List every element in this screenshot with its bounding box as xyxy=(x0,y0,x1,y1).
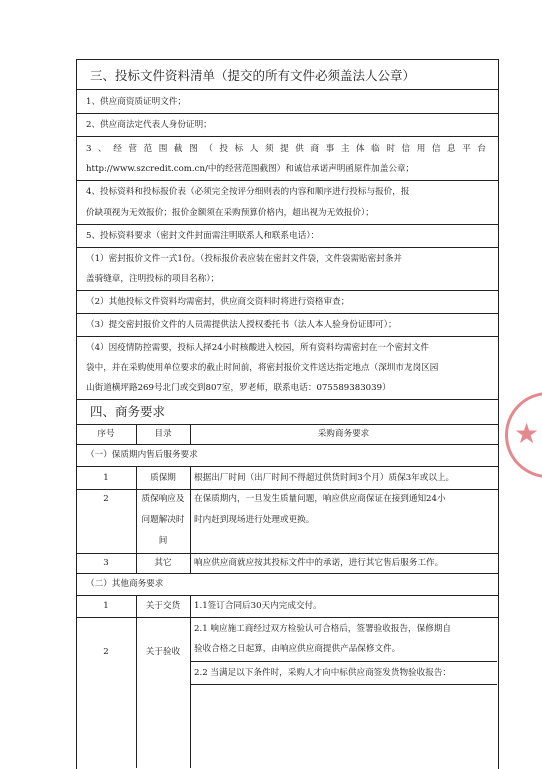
section4-title: 四、商务要求 xyxy=(90,404,166,419)
list-item: 3、经营范围截图（投标人须提供商事主体临时信用信息平台 xyxy=(86,144,486,154)
section3-title: 三、投标文件资料清单（提交的所有文件必须盖法人公章） xyxy=(90,68,416,83)
column-header: 目录 xyxy=(154,429,172,439)
table-cell-cat: 问题解决时 xyxy=(141,515,185,525)
list-item: （3）提交密封报价文件的人员需提供法人授权委托书（法人本人验身份证即可）； xyxy=(86,320,397,330)
column-header: 序号 xyxy=(97,429,115,439)
list-item: 1、供应商资质证明文件； xyxy=(86,97,186,107)
table-cell-cat: 质保响应及 xyxy=(141,494,185,504)
table-cell-cat: 质保期 xyxy=(150,473,176,483)
list-item: 山街道横坪路269号北门或交到807室，罗老师，联系电话：075589383039） xyxy=(86,383,391,393)
table-cell-req: 根据出厂时间（出厂时间不得超过供货时间3个月）质保3年或以上。 xyxy=(194,473,455,483)
list-item: （4）因疫情防控需要，投标人择24小时核酸进入校园，所有资料均需密封在一个密封文件 xyxy=(86,343,429,353)
table-cell-cat: 其它 xyxy=(154,558,172,568)
table-cell-req: 1.1签订合同后30天内完成交付。 xyxy=(194,601,322,611)
list-item: 5、投标资料要求（密封文件封面需注明联系人和联系电话）： xyxy=(86,231,320,241)
group-heading: （一）保质期内售后服务要求 xyxy=(86,450,198,460)
group-heading: （二）其他商务要求 xyxy=(86,579,164,589)
table-cell-no: 1 xyxy=(103,473,109,483)
list-item: 4、投标资料和投标报价表（必须完全按评分细则表的内容和顺序进行投标与报价，报 xyxy=(86,187,410,197)
table-cell-no: 3 xyxy=(103,558,109,568)
list-item: （1）密封报价文件一式1份。（投标报价表应装在密封文件袋，文件袋需贴密封条并 xyxy=(86,254,403,264)
table-cell-cat: 关于验收 xyxy=(145,647,181,657)
list-item: 2、供应商法定代表人身份证明； xyxy=(86,120,212,130)
list-item: 袋中，并在采购使用单位要求的截止时间前，将密封报价文件送达指定地点（深圳市龙岗区园 xyxy=(86,363,439,373)
table-cell-no: 2 xyxy=(103,494,109,504)
table-cell-req: 时内赶到现场进行处理或更换。 xyxy=(194,515,315,525)
list-item: （2）其他投标文件资料均需密封，供应商交资料时将进行资格审查； xyxy=(86,297,350,307)
column-header: 采购商务要求 xyxy=(317,429,370,439)
table-cell-req: 2.1 响应施工商经过双方检验认可合格后，签署验收报告，保修期自 xyxy=(194,624,452,634)
table-cell-req: 在保质期内，一旦发生质量问题，响应供应商保证在接到通知24小 xyxy=(194,494,446,504)
list-item: 盖骑缝章，注明投标的项目名称）； xyxy=(86,274,220,284)
table-cell-no: 1 xyxy=(103,601,109,611)
list-item: 价缺项视为无效报价；报价金额须在采购预算价格内，超出视为无效报价）； xyxy=(86,208,374,218)
table-cell-req: 验收合格之日起算，由响应供应商提供产品保修文件。 xyxy=(194,644,401,654)
seal-star-icon: ★ xyxy=(514,417,540,450)
table-cell-req: 响应供应商就应按其投标文件中的承诺，进行其它售后服务工作。 xyxy=(194,558,444,568)
table-cell-cat: 间 xyxy=(158,536,168,546)
list-item: http://www.szcredit.com.cn/中的经营范围截图）和诚信承诺声明函原件加盖公章； xyxy=(86,164,415,174)
table-cell-cat: 关于交货 xyxy=(145,601,181,611)
table-cell-req: 2.2 当满足以下条件时，采购人才向中标供应商签发货物验收报告： xyxy=(194,668,452,678)
table-cell-no: 2 xyxy=(103,647,109,657)
divider xyxy=(76,89,498,90)
